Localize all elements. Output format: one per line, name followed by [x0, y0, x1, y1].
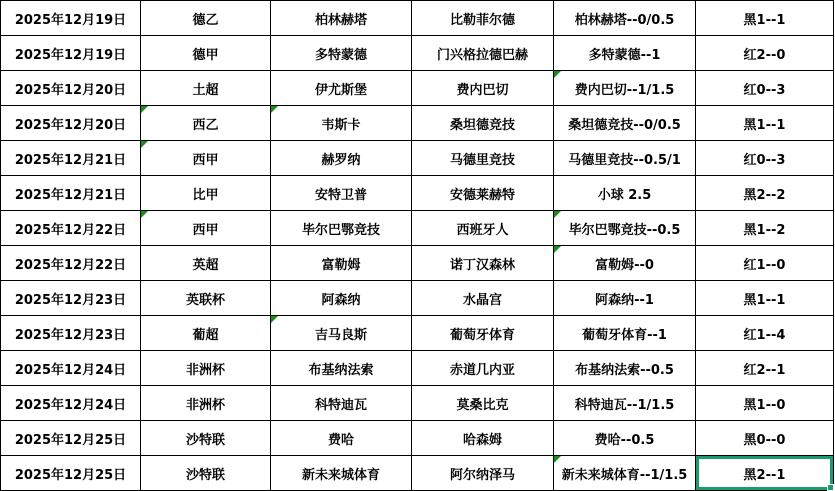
cell-league[interactable] — [141, 316, 271, 351]
cell-result[interactable] — [696, 421, 834, 456]
cell-away-team[interactable] — [412, 316, 554, 351]
match-date-text: 2025年12月19日 — [14, 47, 127, 63]
away-team-text: 西班牙人 — [456, 222, 509, 238]
league-text: 比甲 — [192, 187, 219, 203]
away-team-text: 赤道几内亚 — [449, 362, 515, 378]
cell-away-team[interactable] — [412, 36, 554, 71]
error-indicator-triangle-icon — [141, 106, 148, 113]
cell-match-date[interactable] — [1, 386, 141, 421]
away-team-text: 阿尔纳泽马 — [449, 467, 515, 483]
cell-away-team[interactable] — [412, 246, 554, 281]
cell-handicap-line[interactable] — [554, 1, 696, 36]
cell-handicap-line[interactable] — [554, 106, 696, 141]
cell-handicap-line[interactable] — [554, 211, 696, 246]
cell-match-date[interactable] — [1, 36, 141, 71]
cell-result[interactable] — [696, 456, 834, 491]
cell-match-date[interactable] — [1, 281, 141, 316]
cell-handicap-line[interactable] — [554, 71, 696, 106]
match-table-body — [1, 1, 834, 491]
cell-away-team[interactable] — [412, 106, 554, 141]
cell-league[interactable] — [141, 246, 271, 281]
cell-home-team[interactable] — [271, 351, 412, 386]
cell-result[interactable] — [696, 386, 834, 421]
result-text: 红0--3 — [743, 82, 786, 98]
away-team-text: 门兴格拉德巴赫 — [436, 47, 528, 63]
league-text: 非洲杯 — [185, 397, 225, 413]
home-team-text: 布基纳法索 — [308, 362, 374, 378]
match-date-text: 2025年12月24日 — [14, 397, 127, 413]
cell-match-date[interactable] — [1, 456, 141, 491]
cell-league[interactable] — [141, 71, 271, 106]
cell-result[interactable] — [696, 71, 834, 106]
cell-league[interactable] — [141, 176, 271, 211]
cell-handicap-line[interactable] — [554, 351, 696, 386]
handicap-line-text: 费内巴切--1/1.5 — [574, 82, 675, 98]
cell-home-team[interactable] — [271, 1, 412, 36]
match-date-text: 2025年12月19日 — [14, 12, 127, 28]
home-team-text: 富勒姆 — [321, 257, 361, 273]
error-indicator-triangle-icon — [554, 211, 561, 218]
handicap-line-text: 柏林赫塔--0/0.5 — [574, 12, 675, 28]
away-team-text: 马德里竞技 — [449, 152, 515, 168]
cell-handicap-line[interactable] — [554, 386, 696, 421]
league-text: 英联杯 — [185, 292, 225, 308]
away-team-text: 桑坦德竞技 — [449, 117, 515, 133]
cell-away-team[interactable] — [412, 211, 554, 246]
match-date-text: 2025年12月22日 — [14, 257, 127, 273]
cell-league[interactable] — [141, 36, 271, 71]
cell-away-team[interactable] — [412, 141, 554, 176]
table-row — [1, 281, 834, 316]
cell-result[interactable] — [696, 176, 834, 211]
table-row — [1, 1, 834, 36]
cell-home-team[interactable] — [271, 316, 412, 351]
cell-match-date[interactable] — [1, 246, 141, 281]
home-team-text: 费哈 — [327, 432, 354, 448]
cell-handicap-line[interactable] — [554, 246, 696, 281]
cell-handicap-line[interactable] — [554, 456, 696, 491]
cell-home-team[interactable] — [271, 36, 412, 71]
cell-match-date[interactable] — [1, 176, 141, 211]
cell-match-date[interactable] — [1, 141, 141, 176]
cell-match-date[interactable] — [1, 316, 141, 351]
handicap-line-text: 小球 2.5 — [597, 187, 652, 203]
table-row — [1, 246, 834, 281]
table-row — [1, 421, 834, 456]
cell-result[interactable] — [696, 141, 834, 176]
cell-match-date[interactable] — [1, 106, 141, 141]
cell-home-team[interactable] — [271, 421, 412, 456]
match-date-text: 2025年12月23日 — [14, 327, 127, 343]
cell-league[interactable] — [141, 456, 271, 491]
league-text: 沙特联 — [185, 467, 225, 483]
error-indicator-triangle-icon — [141, 141, 148, 148]
result-text: 黑1--2 — [743, 222, 786, 238]
table-row — [1, 386, 834, 421]
cell-league[interactable] — [141, 351, 271, 386]
cell-home-team[interactable] — [271, 386, 412, 421]
league-text: 非洲杯 — [185, 362, 225, 378]
away-team-text: 葡萄牙体育 — [449, 327, 515, 343]
league-text: 德甲 — [192, 47, 219, 63]
handicap-line-text: 毕尔巴鄂竞技--0.5 — [568, 222, 681, 238]
match-date-text: 2025年12月22日 — [14, 222, 127, 238]
result-text: 黑1--1 — [743, 292, 786, 308]
home-team-text: 吉马良斯 — [314, 327, 367, 343]
result-text: 红2--0 — [743, 47, 786, 63]
home-team-text: 毕尔巴鄂竞技 — [301, 222, 380, 238]
result-text: 红0--3 — [743, 152, 786, 168]
handicap-line-text: 新未来城体育--1/1.5 — [561, 467, 688, 483]
cell-result[interactable] — [696, 281, 834, 316]
handicap-line-text: 桑坦德竞技--0/0.5 — [568, 117, 681, 133]
result-text: 黑0--0 — [743, 432, 786, 448]
match-date-text: 2025年12月21日 — [14, 187, 127, 203]
league-text: 葡超 — [192, 327, 219, 343]
away-team-text: 莫桑比克 — [456, 397, 509, 413]
handicap-line-text: 科特迪瓦--1/1.5 — [574, 397, 675, 413]
away-team-text: 安德莱赫特 — [449, 187, 515, 203]
cell-handicap-line[interactable] — [554, 421, 696, 456]
table-row — [1, 456, 834, 491]
table-row — [1, 316, 834, 351]
away-team-text: 费内巴切 — [456, 82, 509, 98]
match-date-text: 2025年12月24日 — [14, 362, 127, 378]
home-team-text: 阿森纳 — [321, 292, 361, 308]
cell-home-team[interactable] — [271, 246, 412, 281]
cell-match-date[interactable] — [1, 351, 141, 386]
handicap-line-text: 多特蒙德--1 — [588, 47, 661, 63]
error-indicator-triangle-icon — [271, 316, 278, 323]
cell-away-team[interactable] — [412, 456, 554, 491]
handicap-line-text: 马德里竞技--0.5/1 — [568, 152, 681, 168]
selection-fill-handle[interactable] — [827, 484, 834, 491]
cell-home-team[interactable] — [271, 106, 412, 141]
cell-away-team[interactable] — [412, 386, 554, 421]
result-text: 红2--1 — [743, 362, 786, 378]
away-team-text: 哈森姆 — [462, 432, 502, 448]
cell-home-team[interactable] — [271, 141, 412, 176]
cell-result[interactable] — [696, 246, 834, 281]
cell-away-team[interactable] — [412, 1, 554, 36]
cell-league[interactable] — [141, 421, 271, 456]
away-team-text: 水晶宫 — [462, 292, 502, 308]
result-text: 黑2--2 — [743, 187, 786, 203]
result-text: 红1--0 — [743, 257, 786, 273]
league-text: 西乙 — [192, 117, 219, 133]
cell-home-team[interactable] — [271, 456, 412, 491]
away-team-text: 诺丁汉森林 — [449, 257, 515, 273]
table-row — [1, 36, 834, 71]
result-text: 黑1--1 — [743, 117, 786, 133]
table-row — [1, 141, 834, 176]
home-team-text: 安特卫普 — [314, 187, 367, 203]
cell-league[interactable] — [141, 1, 271, 36]
home-team-text: 韦斯卡 — [321, 117, 361, 133]
cell-league[interactable] — [141, 141, 271, 176]
result-text: 红1--4 — [743, 327, 786, 343]
cell-league[interactable] — [141, 211, 271, 246]
table-row — [1, 71, 834, 106]
error-indicator-triangle-icon — [271, 106, 278, 113]
error-indicator-triangle-icon — [141, 211, 148, 218]
cell-league[interactable] — [141, 386, 271, 421]
cell-home-team[interactable] — [271, 176, 412, 211]
match-date-text: 2025年12月20日 — [14, 82, 127, 98]
cell-handicap-line[interactable] — [554, 176, 696, 211]
table-row — [1, 211, 834, 246]
home-team-text: 赫罗纳 — [321, 152, 361, 168]
cell-away-team[interactable] — [412, 421, 554, 456]
cell-result[interactable] — [696, 106, 834, 141]
handicap-line-text: 费哈--0.5 — [594, 432, 655, 448]
table-row — [1, 351, 834, 386]
cell-result[interactable] — [696, 211, 834, 246]
cell-away-team[interactable] — [412, 281, 554, 316]
home-team-text: 新未来城体育 — [301, 467, 380, 483]
home-team-text: 伊尤斯堡 — [314, 82, 367, 98]
cell-away-team[interactable] — [412, 351, 554, 386]
home-team-text: 多特蒙德 — [314, 47, 367, 63]
league-text: 沙特联 — [185, 432, 225, 448]
cell-result[interactable] — [696, 351, 834, 386]
result-text: 黑1--0 — [743, 397, 786, 413]
cell-handicap-line[interactable] — [554, 36, 696, 71]
handicap-line-text: 布基纳法索--0.5 — [575, 362, 674, 378]
error-indicator-triangle-icon — [554, 71, 561, 78]
cell-match-date[interactable] — [1, 211, 141, 246]
handicap-line-text: 葡萄牙体育--1 — [582, 327, 667, 343]
cell-handicap-line[interactable] — [554, 141, 696, 176]
match-date-text: 2025年12月20日 — [14, 117, 127, 133]
handicap-line-text: 富勒姆--0 — [595, 257, 654, 273]
match-date-text: 2025年12月25日 — [14, 432, 127, 448]
cell-match-date[interactable] — [1, 71, 141, 106]
match-date-text: 2025年12月21日 — [14, 152, 127, 168]
match-date-text: 2025年12月23日 — [14, 292, 127, 308]
table-row — [1, 176, 834, 211]
result-text: 黑1--1 — [743, 12, 786, 28]
cell-handicap-line[interactable] — [554, 281, 696, 316]
cell-away-team[interactable] — [412, 176, 554, 211]
cell-league[interactable] — [141, 106, 271, 141]
cell-home-team[interactable] — [271, 211, 412, 246]
result-text: 黑2--1 — [743, 467, 786, 483]
home-team-text: 柏林赫塔 — [314, 12, 367, 28]
cell-match-date[interactable] — [1, 421, 141, 456]
cell-home-team[interactable] — [271, 281, 412, 316]
league-text: 英超 — [192, 257, 219, 273]
cell-result[interactable] — [696, 316, 834, 351]
league-text: 德乙 — [192, 12, 219, 28]
home-team-text: 科特迪瓦 — [314, 397, 367, 413]
cell-league[interactable] — [141, 281, 271, 316]
league-text: 西甲 — [192, 152, 219, 168]
away-team-text: 比勒菲尔德 — [449, 12, 515, 28]
cell-handicap-line[interactable] — [554, 316, 696, 351]
cell-result[interactable] — [696, 36, 834, 71]
handicap-line-text: 阿森纳--1 — [595, 292, 654, 308]
cell-home-team[interactable] — [271, 71, 412, 106]
match-date-text: 2025年12月25日 — [14, 467, 127, 483]
league-text: 西甲 — [192, 222, 219, 238]
error-indicator-triangle-icon — [554, 456, 561, 463]
league-text: 土超 — [192, 82, 219, 98]
cell-result[interactable] — [696, 1, 834, 36]
error-indicator-triangle-icon — [554, 246, 561, 253]
cell-away-team[interactable] — [412, 71, 554, 106]
cell-match-date[interactable] — [1, 1, 141, 36]
table-row — [1, 106, 834, 141]
